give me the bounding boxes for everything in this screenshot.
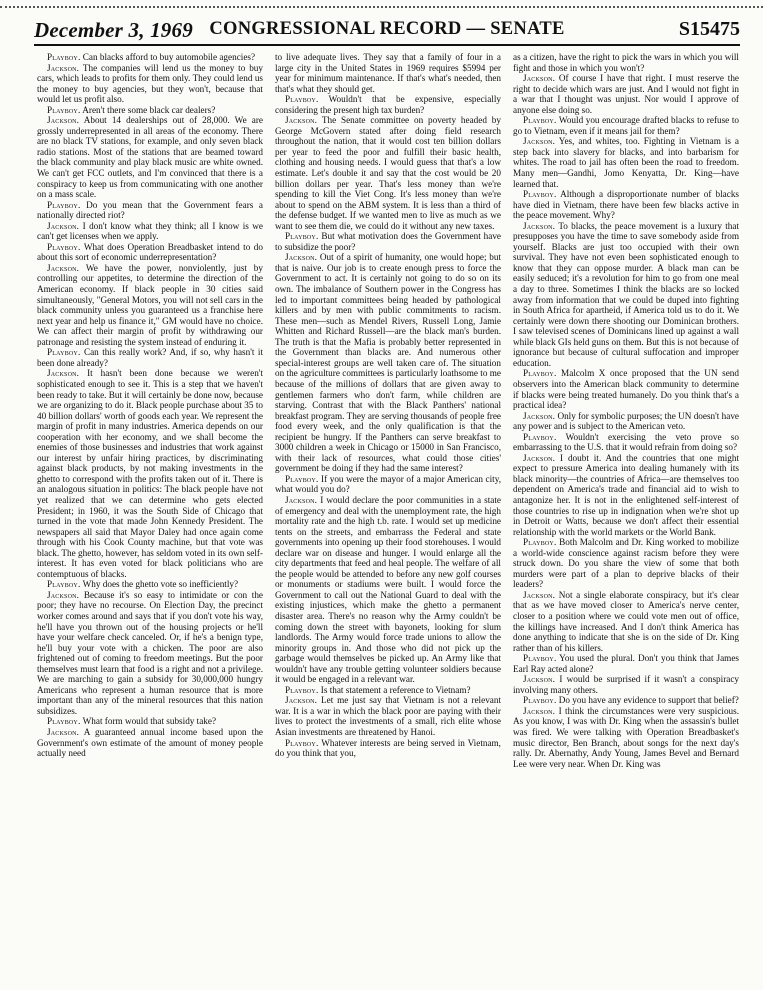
paragraph (513, 653, 739, 674)
paragraph (275, 738, 501, 759)
speaker-label: Jackson. (523, 410, 556, 421)
paragraph-text: Yes, and whites, too. Fighting in Vietnam is a step back into slavery for blacks, and into barbarism for whites. The road to jail has often been the road to freedom. Many men—Gandhi, Jomo Kenyatta, Dr. King—have learned that. (513, 136, 739, 189)
speaker-label: Playboy. (285, 684, 319, 695)
speaker-label: Playboy. (47, 241, 81, 252)
page-header (34, 18, 740, 46)
paragraph-text: to live adequate lives. They say that a family of four in a large city in the United States in 1969 requires $5994 per year for minimum maintenance. If that's what's needed, then that's what they should get. (275, 52, 501, 94)
paragraph (513, 695, 739, 706)
paragraph-text: But what motivation does the Government have to subsidize the poor? (275, 231, 501, 252)
paragraph-text: I doubt it. And the countries that one might expect to pressure America into dealing humanely with its black minority—the countries of Africa—are themselves too dependent on America's trade and financial aid to wish to antagonize her. It is not in the enlightened self-interest of those countries to rise up in indignation when we're shot up in Detroit or Watts, because we don't affect their essential relationship with the world markets or the World Bank. (513, 452, 739, 537)
paragraph (275, 695, 501, 737)
speaker-label: Playboy. (523, 431, 557, 442)
paragraph (513, 411, 739, 432)
paragraph (275, 252, 501, 473)
speaker-label: Playboy. (523, 368, 557, 379)
paragraph-text: A guaranteed annual income based upon the Government's own estimate of the amount of money people actually need (37, 727, 263, 759)
paragraph (37, 263, 263, 347)
speaker-label: Jackson. (285, 252, 318, 263)
paragraph (275, 685, 501, 696)
paragraph-text: Whatever interests are being served in Vietnam, do you think that you, (275, 737, 501, 759)
speaker-label: Jackson. (523, 589, 556, 600)
header-rule (34, 44, 740, 46)
paragraph (37, 368, 263, 579)
speaker-label: Playboy. (285, 473, 319, 484)
paragraph (37, 347, 263, 368)
paragraph (513, 590, 739, 653)
paragraph (513, 136, 739, 189)
speaker-label: Playboy. (47, 52, 81, 62)
speaker-label: Jackson. (47, 262, 80, 273)
paragraph (513, 674, 739, 695)
top-perforation (0, 6, 763, 8)
text-column-2 (275, 52, 501, 972)
paragraph-text: Of course I have that right. I must reserve the right to decide which wars are just. And I would not fight in a war that I thought was unjust. Nor would I approve of anyone else doing so. (513, 73, 739, 115)
paragraph-text: I don't know what they think; all I know is we can't get licenses when we apply. (37, 220, 263, 242)
paragraph (513, 537, 739, 590)
speaker-label: Jackson. (47, 220, 80, 231)
paragraph-text: as a citizen, have the right to pick the wars in which you will fight and those in which you won't? (513, 52, 739, 73)
speaker-label: Playboy. (523, 695, 557, 706)
speaker-label: Jackson. (47, 589, 80, 600)
paragraph-text: Wouldn't exercising the veto prove so embarrassing to the U.S. that it would refrain from doing so? (513, 431, 739, 453)
speaker-label: Playboy. (47, 579, 81, 590)
speaker-label: Playboy. (285, 737, 319, 748)
speaker-label: Playboy. (523, 189, 557, 200)
paragraph (275, 52, 501, 94)
speaker-label: Jackson. (285, 115, 318, 126)
paragraph (513, 706, 739, 769)
speaker-label: Playboy. (285, 231, 319, 242)
speaker-label: Jackson. (523, 136, 556, 147)
speaker-label: Playboy. (285, 94, 319, 105)
paragraph (37, 115, 263, 199)
speaker-label: Playboy. (523, 115, 557, 126)
paragraph-text: Malcolm X once proposed that the UN send observers into the American black community to determine if blacks were being treated humanely. Do you think that's a practical idea? (513, 368, 739, 411)
paragraph (275, 115, 501, 231)
paragraph-text: You used the plural. Don't you think that James Earl Ray acted alone? (513, 653, 739, 674)
paragraph-text: Although a disproportionate number of blacks have died in Vietnam, there have been few blacks active in the peace movement. Why? (513, 189, 739, 221)
paragraph-text: I think the circumstances were very suspicious. As you know, I was with Dr. King when the assassin's bullet was fired. We were talking with Operation Breadbasket's music director, Ben Branch, about songs for the next day's rally. Dr. Abernathy, Andy Young, James Bevel and Bernard Lee were very near. When Dr. King was (513, 705, 739, 769)
text-column-3 (513, 52, 739, 972)
paragraph (513, 52, 739, 73)
speaker-label: Jackson. (285, 695, 318, 706)
paragraph (513, 115, 739, 136)
paragraph (37, 579, 263, 590)
paragraph (513, 432, 739, 453)
paragraph (275, 495, 501, 685)
paragraph (37, 200, 263, 221)
paragraph (513, 368, 739, 410)
paragraph (37, 63, 263, 105)
paragraph (37, 242, 263, 263)
paragraph (513, 189, 739, 221)
paragraph-text: The Senate committee on poverty headed by George McGovern stated after doing field research throughout the nation, that it would cost ten billion dollars per year to feed the poor and fulfill their basic health, clothing and housing needs. I would guess that that's a low estimate. Let's double it and say that the cost would be 20 billion dollars per year. That's less money than we're spending to kill the Viet Cong. It's less money than we're about to spend on the ABM system. It is less than a third of the defense budget. If we wanted men to live as much as we want to see them die, we could do it without any new taxes. (275, 115, 501, 231)
paragraph-text: It hasn't been done because we weren't sophisticated enough to see it. This is a step that we haven't been ready to take. But it will certainly be done now, because we are organizing to do it. Black people purchase about 35 to 40 billion dollars' worth of goods each year. We represent the margin of profit in many industries. America depends on our cooperation with her economy, and we shall become the enemies of those businesses and industries that work against our interest by unfair hiring practices, by discriminating against black products, by not making investments in the ghetto to correspond with the profits taken out of it. There is an analogous situation in politics: The black people have not yet realized that we can determine who gets elected President; in 1960, it was the South Side of Chicago that turned in the vote that made John Kennedy President. The newspapers all said that Mayor Daley had once again come through with his Cook County machine, but that vote was black. The ghetto, however, has seldom voted in its own self-interest. It has even voted for black politicians who are contemptuous of blacks. (37, 368, 263, 579)
paragraph-text: Not a single elaborate conspiracy, but it's clear that as we have moved closer to America's nerve center, closer to a position where we could vote men out of office, the killings have increased. And I don't think America has done anything to indicate that she is on the side of Dr. King rather than of his killers. (513, 589, 739, 653)
speaker-label: Jackson. (285, 494, 318, 505)
paragraph-text: Wouldn't that be expensive, especially considering the present high tax burden? (275, 94, 501, 115)
speaker-label: Jackson. (47, 115, 80, 126)
speaker-label: Jackson. (523, 220, 556, 231)
header-page-number: S15475 (678, 18, 740, 40)
paragraph-text: Do you mean that the Government fears a nationally directed riot? (37, 199, 263, 221)
speaker-label: Playboy. (523, 537, 557, 548)
header-title: CONGRESSIONAL RECORD — SENATE (209, 19, 565, 39)
paragraph-text: Out of a spirit of humanity, one would hope; but that is naive. Our job is to create enough press to force the Government to act. It is certainly not going to do so on its own. The imbalance of Southern power in the Congress has led to important committees being headed by pathological killers and by men with public commitments to racism. These men—such as Mendel Rivers, Russell Long, Jamie Whitten and Richard Russell—are the black man's burden. The truth is that the Mafia is probably better represented in the Government than blacks are. And numerous other special-interest groups are well taken care of. The situation on the agriculture committees is particularly loathsome to me because of the millions of dollars that are given away to gentlemen farmers who don't farm, while children are starving. Contrast that with the Black Panthers' national breakfast program. They are serving thousands of people free food every week, and the only qualification is that the recipient be hungry. If the Panthers can serve breakfast to 3000 children a week in Chicago or 15000 in San Francisco, with their lack of resources, what could those cities' government be doing if they had the same interest? (275, 252, 501, 474)
paragraph-text: Aren't there some black car dealers? (82, 104, 216, 115)
paragraph-text: The companies will lend us the money to buy cars, which leads to profits for them only. They could lend us the money to buy agencies, but they won't, because that would let us profit also. (37, 62, 263, 105)
paragraph (37, 52, 263, 63)
paragraph-text: Can this really work? And, if so, why hasn't it been done already? (37, 347, 263, 368)
paragraph-text: What does Operation Breadbasket intend to do about this sort of economic underrepresentation? (37, 241, 263, 263)
paragraph-text: Is that statement a reference to Vietnam? (320, 684, 471, 695)
paragraph-text: I would be surprised if it wasn't a conspiracy involving many others. (513, 674, 739, 695)
paragraph-text: Only for symbolic purposes; the UN doesn't have any power and is subject to the American veto. (513, 410, 739, 432)
speaker-label: Jackson. (47, 727, 80, 737)
paragraph (37, 105, 263, 116)
paragraph (513, 221, 739, 369)
paragraph (37, 727, 263, 759)
paragraph-text: We have the power, nonviolently, just by controlling our appetites, to determine the direction of the American economy. If black people in 30 cities said simultaneously, "General Motors, you will not sell cars in the black community unless you guaranteed us a franchise here next year and help us finance it," GM would have no choice. We can affect their margin of profit by withdrawing our patronage and resisting the system instead of enduring it. (37, 262, 263, 347)
speaker-label: Jackson. (523, 705, 556, 716)
text-column-1 (37, 52, 263, 972)
paragraph (275, 94, 501, 115)
paragraph (275, 231, 501, 252)
speaker-label: Jackson. (47, 368, 80, 379)
speaker-label: Jackson. (523, 73, 556, 84)
speaker-label: Playboy. (47, 104, 81, 115)
paragraph-text: Both Malcolm and Dr. King worked to mobilize a world-wide conscience against racism before they were struck down. Do you share the view of some that both murders were part of a plan to deprive blacks of their leaders? (513, 537, 739, 590)
paragraph-text: If you were the mayor of a major American city, what would you do? (275, 473, 501, 495)
paragraph-text: Because it's so easy to intimidate or con the poor; they have no recourse. On Election Day, the precinct worker comes around and says that if you don't vote his way, he'll have you thrown out of the housing projects or he'll have your welfare check canceled. Or, if he's a benign type, he'll buy your vote with a chicken. The poor are also frightened out of coming to freedom meetings. But the poor themselves must learn that food is a right and not a privilege. We are marching to gain a subsidy for 30,000,000 hungry Americans who represent a human resource that is more important than any of the mineral resources that this nation subsidizes. (37, 589, 263, 716)
speaker-label: Playboy. (47, 199, 81, 210)
paragraph-text: About 14 dealerships out of 28,000. We are grossly underrepresented in all areas of the economy. There are no black TV stations, for example, and only seven black radio stations. Most of the stations that are beamed toward the black community and play black music are white owned. We can't get FCC outlets, and I'm convinced that there is a conspiracy to keep us from communicating with one another on a mass scale. (37, 115, 263, 200)
paragraph (513, 73, 739, 115)
speaker-label: Playboy. (47, 347, 81, 358)
paragraph-text: Can blacks afford to buy automobile agencies? (82, 52, 256, 62)
header-date: December 3, 1969 (34, 18, 193, 42)
paragraph-text: What form would that subsidy take? (82, 716, 217, 727)
speaker-label: Playboy. (47, 716, 81, 727)
paragraph-text: Would you encourage drafted blacks to refuse to go to Vietnam, even if it means jail for them? (513, 115, 739, 136)
speaker-label: Jackson. (523, 452, 556, 463)
paragraph (513, 453, 739, 537)
paragraph (37, 716, 263, 727)
paragraph (275, 474, 501, 495)
speaker-label: Jackson. (523, 674, 556, 685)
paragraph-text: Do you have any evidence to support that belief? (558, 695, 739, 706)
speaker-label: Jackson. (47, 62, 80, 73)
speaker-label: Playboy. (523, 653, 557, 664)
paragraph (37, 590, 263, 717)
paragraph-text: I would declare the poor communities in a state of emergency and deal with the unemployment rate, the high mortality rate and the high t.b. rate. I would set up medicine tents on the streets, and embarrass the Federal and state governments into opening up their food storehouses. I would declare war on disease and hunger. I would enlarge all the city departments that feed and heal people. The welfare of all the people would be attended to before any new golf courses or monuments or stadiums were built. I would force the Government to call out the National Guard to deal with the existing injustices, which make the ghetto a permanent disaster area. There's no reason why the Army couldn't be coming down the street with bayonets, looking for slum landlords. The Army would force trade unions to allow the minority groups in. And those who did not pick up the garbage would themselves be picked up. An Army like that wouldn't have any trouble getting volunteer soldiers because it would be engaged in a relevant war. (275, 494, 501, 685)
paragraph (37, 221, 263, 242)
paragraph-text: Why does the ghetto vote so inefficiently? (82, 579, 239, 590)
paragraph-text: To blacks, the peace movement is a luxury that presupposes you have the time to save somebody aside from yourself. Blacks are just too occupied with their own survival. They have not even been sophisticated enough to know that they can oppose murder. A black man can be easily seduced; it's a revolution for him to go from one meal a day to three. Sometimes I think the blacks are so locked away from information that we could be duped into fighting in South Africa for apartheid, if America told us to do it. We certainly were down there shooting our Dominican brothers. I saw televised scenes of Dominicans lined up against a wall while black GIs held guns on them. But this is not because of ignorance but because of cultural suffocation and improper education. (513, 220, 739, 368)
paragraph-text: Let me just say that Vietnam is not a relevant war. It is a war in which the black poor are paying with their lives to protect the investments of a small, rich elite whose Asian investments are threatened by Hanoi. (275, 695, 501, 737)
